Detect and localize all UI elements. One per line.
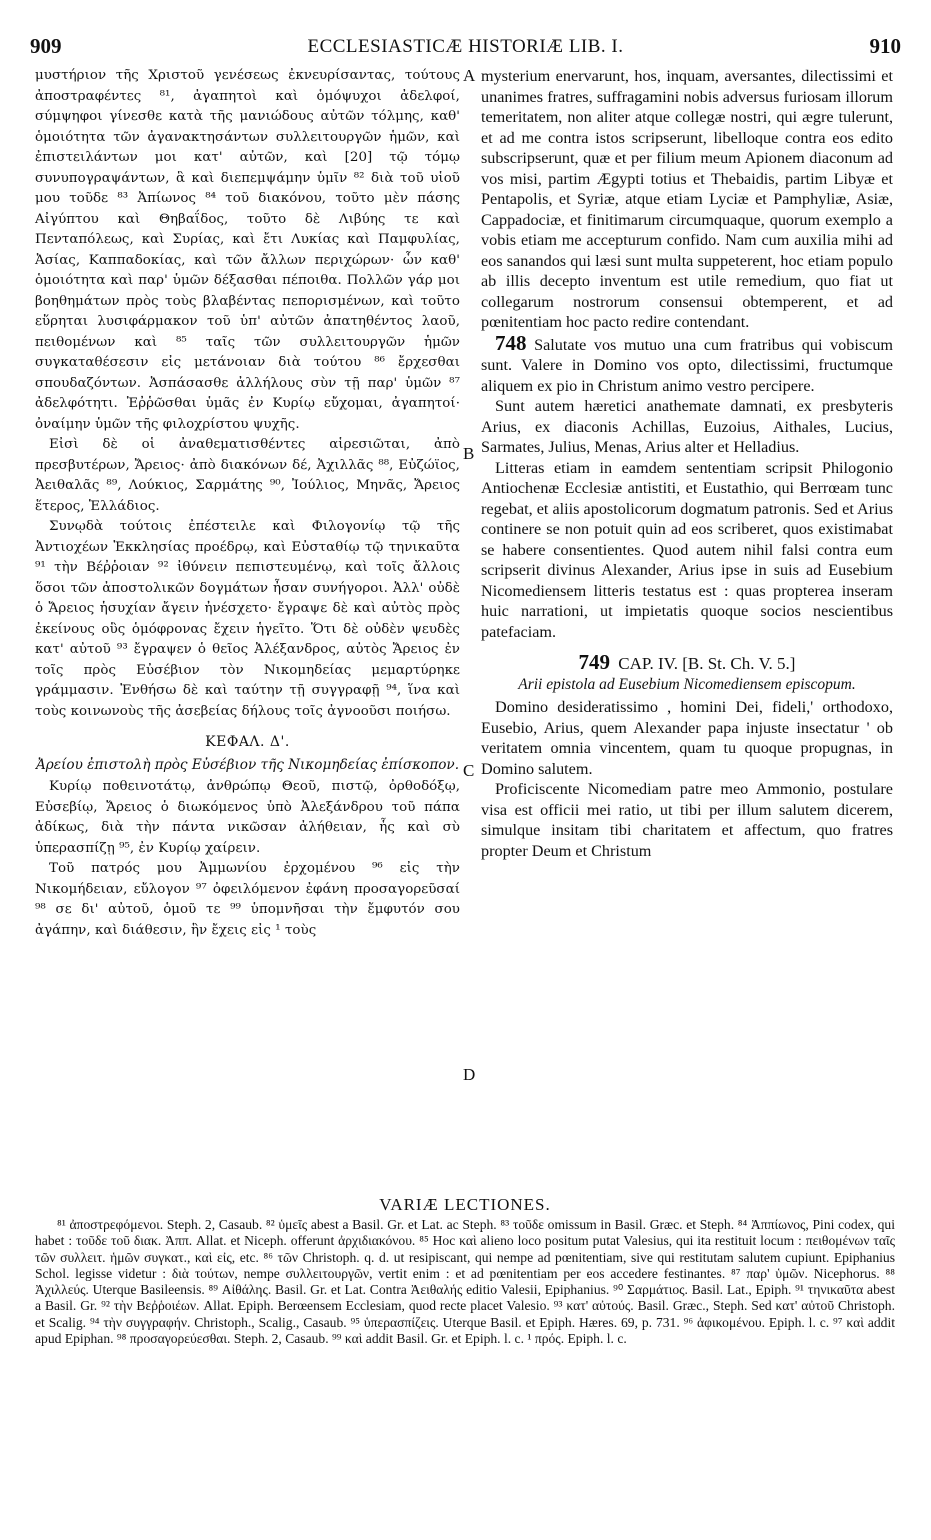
margin-letter-d: D [463,1065,476,1084]
greek-paragraph: Εἰσὶ δὲ οἱ ἀναθεματισθέντες αἱρεσιῶται, ἀπὸ πρεσβυτέρων, Ἄρειος· ἀπὸ διακόνων δέ, Ἀχιλλᾶς ⁸⁸, Εὐζώϊος, Ἀειθαλᾶς ⁸⁹, Λούκιος, Σαρμάτης ⁹⁰, Ἰούλιος, Μηνᾶς, Ἄρειος ἕτερος, Ἑλλάδιος. [35,437,460,514]
greek-paragraph: Συνῳδὰ τούτοις ἐπέστειλε καὶ Φιλογονίῳ τῷ τῆς Ἀντιοχέων Ἐκκλησίας προέδρῳ, καὶ Εὐσταθίῳ τῷ τηνικαῦτα ⁹¹ τὴν Βέῤῥοιαν ⁹² ἰθύνειν πεπιστευμένῳ, καὶ τοῖς ἄλλοις ὅσοι τῶν ἀποστολικῶν δογμάτων ἦσαν συνήγοροι. Ἀλλ' οὐδὲ ὁ Ἄρειος ἡσυχίαν ἄγειν ἠνέσχετο· ἔγραψε δὲ καὶ αὐτὸς πρὸς ἐκείνους οὓς ὁμόφρονας ἔχειν ἡγεῖτο. Ὅτι δὲ οὐδὲν ψευδὲς κατ' αὐτοῦ ⁹³ ἔγραψεν ὁ θεῖος Ἀλέξανδρος, αὐτὸς Ἄρειος ἐν τοῖς πρὸς Εὐσέβιον τὸν Νικομηδείας μεμαρτύρηκε γράμμασιν. Ἐνθήσω δὲ καὶ ταύτην τῇ συγγραφῇ ⁹⁴, ἵνα καὶ τοὺς κοινωνοὺς τῆς ἀσεβείας δήλους τοῖς ἀγνοοῦσι ποιήσω. [35,519,460,719]
page-number-right: 910 [869,34,901,58]
column-number-marker: 749 [578,650,611,674]
greek-column [35,66,460,941]
latin-chapter-title: Arii epistola ad Eusebium Nicomediensem episcopum. [518,675,856,693]
latin-column [481,66,893,861]
running-title: ECCLESIASTICÆ HISTORIÆ LIB. I. [307,36,624,57]
greek-paragraph: Τοῦ πατρός μου Ἀμμωνίου ἐρχομένου ⁹⁶ εἰς τὴν Νικομήδειαν, εὔλογον ⁹⁷ ὀφειλόμενον ἐφάνη προσαγορεῦσαί ⁹⁸ σε δι' αὐτοῦ, ὁμοῦ τε ⁹⁹ ὑπομνῆσαι τὴν ἔμφυτόν σου ἀγάπην, καὶ διάθεσιν, ἣν ἔχεις εἰς ¹ τοὺς [35,861,460,938]
margin-letter-a: A [463,66,476,85]
latin-paragraph: Domino desideratissimo , homini Dei, fideli,' orthodoxo, Eusebio, Arius, quem Alexander papa injuste insectatur ' ob veritatem omnia vincentem, quam tu quoque propugnas, in Domino salutem. [481,698,893,778]
page-number-left: 909 [30,34,62,58]
margin-letter-c: C [463,761,475,780]
latin-paragraph: Litteras etiam in eamdem sententiam scripsit Philogonio Antiochenæ Ecclesiæ antistiti, et Eustathio, qui Berrœam tunc regebat, et aliis apostolicorum dogmatum patronis. Sed et Arius continere se non potuit quin ad eos scriberet, quos existimabat se habere consentientes. Quod autem nihil falsi contra eum scripserit divinus Alexander, Arius ipse in suis ad Eusebium Nicomediensem litteris testatus est : quas propterea inseram huic narrationi, ut impietatis quoque socios nescientibus patefaciam. [481,458,893,641]
column-number-marker: 748 [495,330,527,355]
greek-chapter-heading: ΚΕΦΑΛ. Δ'. [205,734,290,750]
running-header [30,34,901,58]
latin-paragraph [481,330,894,397]
greek-paragraph: μυστήριον τῆς Χριστοῦ γενέσεως ἐκνευρίσαντας, τούτους ἀποστραφέντες ⁸¹, ἀγαπητοὶ καὶ ὁμόψυχοι ἀδελφοί, σύμψηφοι γίνεσθε κατὰ τῆς μανιώδους αὐτῶν τόλμης, καθ' ὁμοιότητα τῶν ἀγανακτησάντων συλλειτουργῶν ἡμῶν, καὶ ἐπιστειλάντων μοι κατ' αὐτῶν, καὶ [20] τῷ τόμῳ συνυπογραψάντων, ἃ καὶ διεπεμψάμην ὑμῖν ⁸² διὰ τοῦ υἱοῦ μου τοῦδε ⁸³ Ἀπίωνος ⁸⁴ τοῦ διακόνου, τοῦτο μὲν πάσης Αἰγύπτου καὶ Θηβαΐδος, τοῦτο δὲ Λιβύης τε καὶ Πενταπόλεως, καὶ Συρίας, καὶ ἔτι Λυκίας καὶ Παμφυλίας, Ἀσίας, Καππαδοκίας, καὶ τῶν ἄλλων περιχώρων· ὧν καθ' ὁμοιότητα καὶ παρ' ὑμῶν δέξασθαι πέποιθα. Πολλῶν γάρ μοι βοηθημάτων πρὸς τοὺς βλαβέντας πεπορισμένων, καὶ τοῦτο εὕρηται λυσιφάρμακον τοῦ ὑπ' αὐτῶν ἀπατηθέντος λαοῦ, πειθομένων καὶ ⁸⁵ ταῖς τῶν συλλειτουργῶν ἡμῶν συγκαταθέσεσιν εἰς μετάνοιαν διὰ τούτου ⁸⁶ ἔρχεσθαι σπουδαζόντων. Ἀσπάσασθε ἀλλήλους σὺν τῇ παρ' ὑμῶν ⁸⁷ ἀδελφότητι. Ἐῤῥῶσθαι ὑμᾶς ἐν Κυρίῳ εὔχομαι, ἀγαπητοί· ὀναίμην ὑμῶν τῆς φιλοχρίστου ψυχῆς. [35,68,460,432]
latin-paragraph-text: Salutate vos mutuo una cum fratribus qui vobiscum sunt. Valere in Domino vos opto, dilectissimi, fructumque aliquem ex pio in Christum animo vestro percipere. [481,335,894,395]
latin-paragraph: Proficiscente Nicomediam patre meo Ammonio, postulare visa est officii mei ratio, ut tibi per illum salutem dicerem, simulque insitam tibi charitatem et affectum, quo fratres propter Deum et Christum [481,780,893,860]
margin-letter-b: B [463,444,475,463]
greek-chapter-title: Ἀρείου ἐπιστολὴ πρὸς Εὐσέβιον τῆς Νικομηδείας ἐπίσκοπον. [35,756,460,773]
latin-chapter-heading [481,652,893,675]
latin-chapter-label: CAP. IV. [B. St. Ch. V. 5.] [618,654,796,673]
notes-heading: VARIÆ LECTIONES. [379,1195,551,1214]
notes-text: ⁸¹ ἀποστρεφόμενοι. Steph. 2, Casaub. ⁸² ὑμεῖς abest a Basil. Gr. et Lat. ac Steph. ⁸³ τοῦδε omissum in Basil. Græc. et Steph. ⁸⁴ Ἀππίωνος, Pini codex, qui habet : τοῦδε τοῦ διακ. Ἀππ. Allat. et Niceph. offerunt ἀρχιδιακόνου. ⁸⁵ Hoc καὶ alieno loco positum putat Valesius, qui ita restituit locum : πειθομένων ταῖς τῶν συλλειτ. ἡμῶν συγκατ., καὶ εἰς, etc. ⁸⁶ τῶν Christoph. q. d. ut resipiscant, qui nempe ad pœnitentiam, sive qui restitutam salutem cupiunt. Epiphanius Schol. legisse videtur : διὰ τούτων, nempe συλλειτουργῶν, vertit enim : et ad pœnitentiam per eos accedere festinantes. ⁸⁷ παρ' ὑμῶν. Nicephorus. ⁸⁸ Ἀχιλλεύς. Uterque Basileensis. ⁸⁹ Αἰθάλης. Basil. Gr. et Lat. Contra Ἀειθαλής editio Valesii, Epiphanius. ⁹⁰ Σαρμάτιος. Basil. Lat., Epiph. ⁹¹ τηνικαῦτα abest a Basil. Gr. ⁹² τὴν Βεῤῥοιέων. Allat. Epiph. Berœensem Ecclesiam, quod recte placet Valesio. ⁹³ κατ' αὐτούς. Basil. Græc., Steph. Sed κατ' αὐτοῦ Christoph. et Scalig. ⁹⁴ τὴν συγγραφήν. Christoph., Scalig., Casaub. ⁹⁵ ὑπερασπίζεις. Uterque Basil. et Epiph. Hæres. 69, p. 731. ⁹⁶ ἀφικομένου. Epiph. l. c. ⁹⁷ καὶ addit apud Epiphan. ⁹⁸ προσαγορεύεσθαι. Steph. 2, Casaub. ⁹⁹ καὶ addit Basil. Gr. et Epiph. l. c. ¹ πρός. Epiph. l. c. [35,1217,895,1347]
latin-paragraph: Sunt autem hæretici anathemate damnati, ex presbyteris Arius, ex diaconis Achillas, Euzoius, Aithales, Lucius, Sarmates, Julius, Menas, Arius alter et Helladius. [481,397,893,456]
greek-paragraph: Κυρίῳ ποθεινοτάτῳ, ἀνθρώπῳ Θεοῦ, πιστῷ, ὀρθοδόξῳ, Εὐσεβίῳ, Ἄρειος ὁ διωκόμενος ὑπὸ Ἀλεξάνδρου τοῦ πάπα ἀδίκως, διὰ τὴν πάντα νικῶσαν ἀλήθειαν, ἧς καὶ σὺ ὑπερασπίζῃ ⁹⁵, ἐν Κυρίῳ χαίρειν. [35,779,460,856]
latin-paragraph: mysterium enervarunt, hos, inquam, aversantes, dilectissimi et unanimes fratres, suffragamini nobis adversus furiosam illorum temeritatem, non aliter atque collegæ nostri, qui ægre tulerunt, et ad me contra istos scripserunt, libelloque contra eos edito subscripserunt, quæ et per filium meum Apionem diaconum ad vos misi, partim Ægypti totius et Thebaidis, partim Libyæ et Pentapolis, et Syriæ, atque etiam Lyciæ et Pamphyliæ, Asiæ, Cappadociæ, et finitimarum circumquaque, quorum exemplo a vobis etiam me accepturum confido. Nam cum auxilia mihi ad eos sanandos qui læsi sunt multa suppeterent, hoc etiam populo ab illis decepto inventum est utile remedium, quo fiat ut collegarum nostrorum consensui obtemperent, et ad pœnitentiam hoc pacto redire contendant. [481,67,893,331]
variant-readings [35,1195,895,1347]
